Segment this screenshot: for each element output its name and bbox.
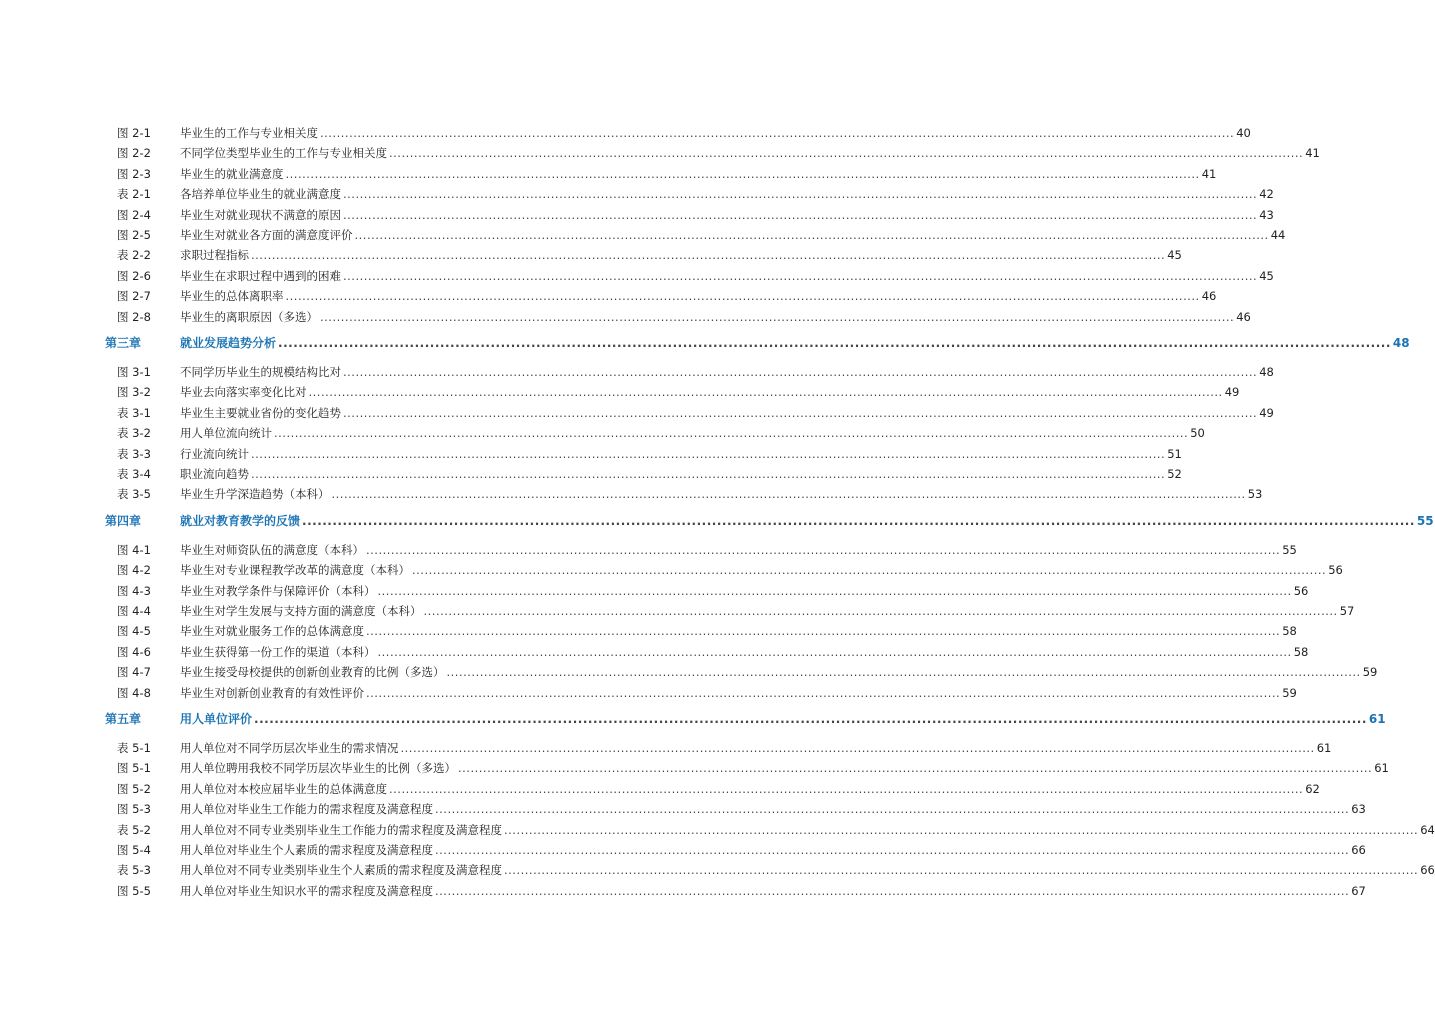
toc-entry[interactable] bbox=[0, 124, 1251, 142]
entry-title: 用人单位对毕业生工作能力的需求程度及满意程度 bbox=[180, 802, 433, 817]
dot-leader: ............................................................................................................................................................................................................................ bbox=[389, 146, 1304, 161]
toc-entry[interactable] bbox=[0, 144, 1320, 162]
entry-title: 毕业生升学深造趋势（本科） bbox=[180, 487, 330, 502]
entry-title: 用人单位聘用我校不同学历层次毕业生的比例（多选） bbox=[180, 761, 456, 776]
toc-entry[interactable] bbox=[0, 485, 1263, 503]
entry-title: 毕业生接受母校提供的创新创业教育的比例（多选） bbox=[180, 665, 445, 680]
entry-title: 毕业生对创新创业教育的有效性评价 bbox=[180, 685, 364, 700]
dot-leader: ............................................................................................................................................................................................................................ bbox=[320, 309, 1235, 324]
page-number: 56 bbox=[1328, 563, 1343, 578]
page-number: 56 bbox=[1293, 583, 1309, 598]
entry-title: 行业流向统计 bbox=[180, 446, 249, 461]
entry-label: 表 3-4 bbox=[117, 467, 151, 481]
entry-label: 表 2-2 bbox=[117, 248, 151, 263]
toc-entry[interactable] bbox=[0, 841, 1366, 859]
page-number: 46 bbox=[1201, 289, 1217, 304]
entry-label: 图 4-4 bbox=[117, 604, 151, 618]
dot-leader: ............................................................................................................................................................................................................................ bbox=[435, 843, 1350, 857]
dot-leader: ............................................................................................................................................................................................................................ bbox=[343, 405, 1258, 420]
dot-leader: ............................................................................................................................................................................................................................ bbox=[400, 741, 1315, 755]
page-number: 59 bbox=[1282, 685, 1297, 700]
page-number: 42 bbox=[1259, 187, 1274, 202]
entry-label: 表 3-5 bbox=[117, 487, 151, 502]
dot-leader: ............................................................................................................................................................................................................................ bbox=[343, 187, 1258, 202]
dot-leader: ............................................................................................................................................................................................................................ bbox=[435, 883, 1350, 898]
page-number: 59 bbox=[1362, 665, 1378, 680]
entry-title: 用人单位对不同专业类别毕业生个人素质的需求程度及满意程度 bbox=[180, 863, 502, 878]
entry-title: 用人单位对本校应届毕业生的总体满意度 bbox=[180, 781, 387, 796]
dot-leader: ............................................................................................................................................................................................................................ bbox=[320, 126, 1235, 140]
toc-entry[interactable] bbox=[0, 226, 1286, 244]
entry-label: 图 2-3 bbox=[117, 166, 151, 181]
entry-label: 图 2-7 bbox=[117, 289, 151, 304]
entry-label: 图 2-2 bbox=[117, 146, 151, 161]
page-number: 53 bbox=[1247, 487, 1263, 502]
toc-entry[interactable] bbox=[0, 861, 1435, 879]
page-number: 58 bbox=[1282, 624, 1297, 639]
entry-title: 用人单位对毕业生个人素质的需求程度及满意程度 bbox=[180, 843, 433, 857]
entry-title: 就业对教育教学的反馈 bbox=[180, 513, 301, 528]
page-number: 44 bbox=[1270, 228, 1286, 242]
toc-entry[interactable] bbox=[0, 643, 1309, 661]
dot-leader: ............................................................................................................................................................................................................................ bbox=[458, 761, 1373, 776]
dot-leader: ............................................................................................................................................................................................................................ bbox=[251, 248, 1166, 263]
entry-title: 毕业生对就业服务工作的总体满意度 bbox=[180, 624, 364, 639]
entry-label: 表 3-1 bbox=[117, 405, 151, 420]
entry-label: 表 5-3 bbox=[117, 863, 151, 878]
toc-entry[interactable] bbox=[0, 684, 1297, 702]
toc-entry[interactable] bbox=[0, 165, 1217, 183]
entry-title: 毕业生对师资队伍的满意度（本科） bbox=[180, 542, 364, 557]
entry-title: 毕业生对学生发展与支持方面的满意度（本科） bbox=[180, 604, 422, 618]
toc-entry[interactable] bbox=[0, 602, 1355, 620]
toc-entry[interactable] bbox=[0, 404, 1274, 422]
entry-label: 第三章 bbox=[105, 336, 142, 350]
entry-label: 表 3-3 bbox=[117, 446, 151, 461]
toc-entry[interactable] bbox=[0, 267, 1274, 285]
dot-leader: ............................................................................................................................................................................................................................ bbox=[331, 487, 1246, 502]
dot-leader: ............................................................................................................................................................................................................................ bbox=[343, 268, 1258, 283]
dot-leader: ............................................................................................................................................................................................................................ bbox=[285, 289, 1200, 304]
toc-entry[interactable] bbox=[0, 561, 1343, 579]
toc-entry[interactable] bbox=[0, 800, 1366, 818]
entry-label: 图 4-8 bbox=[117, 685, 151, 700]
dot-leader: ............................................................................................................................................................................................................................ bbox=[504, 822, 1419, 837]
toc-entry[interactable] bbox=[0, 185, 1274, 203]
dot-leader: ............................................................................................................................................................................................................................ bbox=[251, 467, 1166, 481]
entry-label: 图 4-6 bbox=[117, 644, 151, 659]
page-number: 41 bbox=[1201, 166, 1217, 181]
toc-entry[interactable] bbox=[0, 206, 1274, 224]
toc-entry[interactable] bbox=[0, 363, 1274, 381]
page-number: 62 bbox=[1305, 781, 1320, 796]
entry-label: 表 2-1 bbox=[117, 187, 151, 202]
entry-label: 图 3-1 bbox=[117, 365, 151, 379]
dot-leader: ............................................................................................................................................................................................................................ bbox=[274, 426, 1189, 441]
toc-entry[interactable] bbox=[0, 663, 1378, 681]
toc-entry[interactable] bbox=[0, 780, 1320, 798]
entry-label: 图 2-4 bbox=[117, 207, 151, 222]
entry-label: 表 3-2 bbox=[117, 426, 151, 441]
entry-label: 第五章 bbox=[105, 712, 142, 726]
dot-leader: ............................................................................................................................................................................................................................ bbox=[366, 624, 1281, 639]
toc-entry[interactable] bbox=[0, 308, 1251, 326]
dot-leader: ............................................................................................................................................................................................................................ bbox=[285, 166, 1200, 181]
page-number: 51 bbox=[1167, 446, 1182, 461]
entry-label: 图 3-2 bbox=[117, 385, 151, 400]
entry-label: 图 4-2 bbox=[117, 563, 151, 578]
entry-title: 毕业生的总体离职率 bbox=[180, 289, 284, 304]
entry-title: 用人单位对不同专业类别毕业生工作能力的需求程度及满意程度 bbox=[180, 822, 502, 837]
dot-leader: ............................................................................................................................................................................................................................ bbox=[308, 385, 1223, 400]
dot-leader: ............................................................................................................................................................................................................................ bbox=[366, 685, 1281, 700]
page-number: 49 bbox=[1224, 385, 1240, 400]
entry-label: 表 5-1 bbox=[117, 741, 151, 755]
dot-leader: ............................................................................................................................................................................................................................ bbox=[377, 644, 1292, 659]
dot-leader: ............................................................................................................................................................................................................................ bbox=[343, 365, 1258, 379]
toc-chapter-entry[interactable] bbox=[0, 512, 1434, 530]
toc-entry[interactable] bbox=[0, 445, 1182, 463]
dot-leader: ............................................................................................................................................................................................................................ bbox=[435, 802, 1350, 817]
dot-leader: ............................................................................................................................................................................................................................ bbox=[354, 228, 1269, 242]
entry-label: 图 4-1 bbox=[117, 542, 151, 557]
entry-label: 图 5-2 bbox=[117, 781, 151, 796]
toc-entry[interactable] bbox=[0, 424, 1205, 442]
page-number: 61 bbox=[1316, 741, 1332, 755]
entry-label: 图 5-4 bbox=[117, 843, 151, 857]
entry-title: 用人单位评价 bbox=[180, 712, 253, 726]
page-number: 41 bbox=[1305, 146, 1320, 161]
entry-label: 图 5-5 bbox=[117, 883, 151, 898]
dot-leader: ............................................................................................................................................................................................................................ bbox=[254, 712, 1367, 726]
page-number: 64 bbox=[1420, 822, 1435, 837]
page-number: 48 bbox=[1392, 336, 1410, 350]
dot-leader: ............................................................................................................................................................................................................................ bbox=[423, 604, 1338, 618]
entry-label: 表 5-2 bbox=[117, 822, 151, 837]
entry-title: 毕业生获得第一份工作的渠道（本科） bbox=[180, 644, 376, 659]
toc-entry[interactable] bbox=[0, 759, 1389, 777]
entry-label: 图 2-5 bbox=[117, 228, 151, 242]
dot-leader: ............................................................................................................................................................................................................................ bbox=[366, 542, 1281, 557]
entry-title: 用人单位对不同学历层次毕业生的需求情况 bbox=[180, 741, 399, 755]
entry-label: 图 2-1 bbox=[117, 126, 151, 140]
toc-entry[interactable] bbox=[0, 821, 1435, 839]
page-number: 66 bbox=[1351, 843, 1366, 857]
entry-title: 毕业生的离职原因（多选） bbox=[180, 309, 318, 324]
page-number: 55 bbox=[1416, 513, 1434, 528]
page-number: 52 bbox=[1167, 467, 1182, 481]
toc-chapter-entry[interactable] bbox=[0, 710, 1386, 728]
entry-title: 毕业生对就业各方面的满意度评价 bbox=[180, 228, 353, 242]
entry-title: 各培养单位毕业生的就业满意度 bbox=[180, 187, 341, 202]
entry-label: 图 4-5 bbox=[117, 624, 151, 639]
page-number: 67 bbox=[1351, 883, 1366, 898]
page-number: 50 bbox=[1190, 426, 1205, 441]
toc-entry[interactable] bbox=[0, 246, 1182, 264]
toc-entry[interactable] bbox=[0, 287, 1217, 305]
dot-leader: ............................................................................................................................................................................................................................ bbox=[302, 513, 1415, 528]
page-number: 48 bbox=[1259, 365, 1274, 379]
entry-title: 毕业生的工作与专业相关度 bbox=[180, 126, 318, 140]
toc-entry[interactable] bbox=[0, 582, 1309, 600]
entry-title: 毕业生对就业现状不满意的原因 bbox=[180, 207, 341, 222]
entry-label: 图 2-6 bbox=[117, 268, 151, 283]
page-number: 58 bbox=[1293, 644, 1309, 659]
page-number: 61 bbox=[1374, 761, 1389, 776]
dot-leader: ............................................................................................................................................................................................................................ bbox=[251, 446, 1166, 461]
toc-chapter-entry[interactable] bbox=[0, 334, 1410, 352]
entry-title: 毕业生在求职过程中遇到的困难 bbox=[180, 268, 341, 283]
dot-leader: ............................................................................................................................................................................................................................ bbox=[504, 863, 1419, 878]
toc-entry[interactable] bbox=[0, 541, 1297, 559]
entry-label: 图 2-8 bbox=[117, 309, 151, 324]
toc-entry[interactable] bbox=[0, 622, 1297, 640]
entry-title: 毕业生对专业课程教学改革的满意度（本科） bbox=[180, 563, 410, 578]
toc-entry[interactable] bbox=[0, 465, 1182, 483]
toc-entry[interactable] bbox=[0, 739, 1332, 757]
entry-title: 毕业去向落实率变化比对 bbox=[180, 385, 307, 400]
dot-leader: ............................................................................................................................................................................................................................ bbox=[377, 583, 1292, 598]
entry-title: 用人单位流向统计 bbox=[180, 426, 272, 441]
entry-title: 职业流向趋势 bbox=[180, 467, 249, 481]
dot-leader: ............................................................................................................................................................................................................................ bbox=[412, 563, 1327, 578]
entry-title: 不同学历毕业生的规模结构比对 bbox=[180, 365, 341, 379]
entry-title: 不同学位类型毕业生的工作与专业相关度 bbox=[180, 146, 387, 161]
toc-entry[interactable] bbox=[0, 882, 1366, 900]
dot-leader: ............................................................................................................................................................................................................................ bbox=[446, 665, 1361, 680]
dot-leader: ............................................................................................................................................................................................................................ bbox=[389, 781, 1304, 796]
page-number: 43 bbox=[1259, 207, 1274, 222]
entry-label: 第四章 bbox=[105, 513, 142, 528]
page-number: 63 bbox=[1351, 802, 1366, 817]
entry-title: 毕业生主要就业省份的变化趋势 bbox=[180, 405, 341, 420]
dot-leader: ............................................................................................................................................................................................................................ bbox=[343, 207, 1258, 222]
entry-title: 用人单位对毕业生知识水平的需求程度及满意程度 bbox=[180, 883, 433, 898]
page-number: 45 bbox=[1259, 268, 1274, 283]
entry-title: 求职过程指标 bbox=[180, 248, 249, 263]
entry-label: 图 4-7 bbox=[117, 665, 151, 680]
page-number: 40 bbox=[1236, 126, 1251, 140]
entry-label: 图 5-3 bbox=[117, 802, 151, 817]
dot-leader: ............................................................................................................................................................................................................................ bbox=[278, 336, 1391, 350]
toc-entry[interactable] bbox=[0, 383, 1240, 401]
page-number: 57 bbox=[1339, 604, 1355, 618]
entry-label: 图 5-1 bbox=[117, 761, 151, 776]
page-number: 46 bbox=[1236, 309, 1251, 324]
page-number: 61 bbox=[1368, 712, 1386, 726]
entry-title: 毕业生对教学条件与保障评价（本科） bbox=[180, 583, 376, 598]
entry-title: 就业发展趋势分析 bbox=[180, 336, 277, 350]
page-number: 45 bbox=[1167, 248, 1182, 263]
page-number: 55 bbox=[1282, 542, 1297, 557]
page-number: 66 bbox=[1420, 863, 1435, 878]
page-number: 49 bbox=[1259, 405, 1274, 420]
entry-label: 图 4-3 bbox=[117, 583, 151, 598]
entry-title: 毕业生的就业满意度 bbox=[180, 166, 284, 181]
